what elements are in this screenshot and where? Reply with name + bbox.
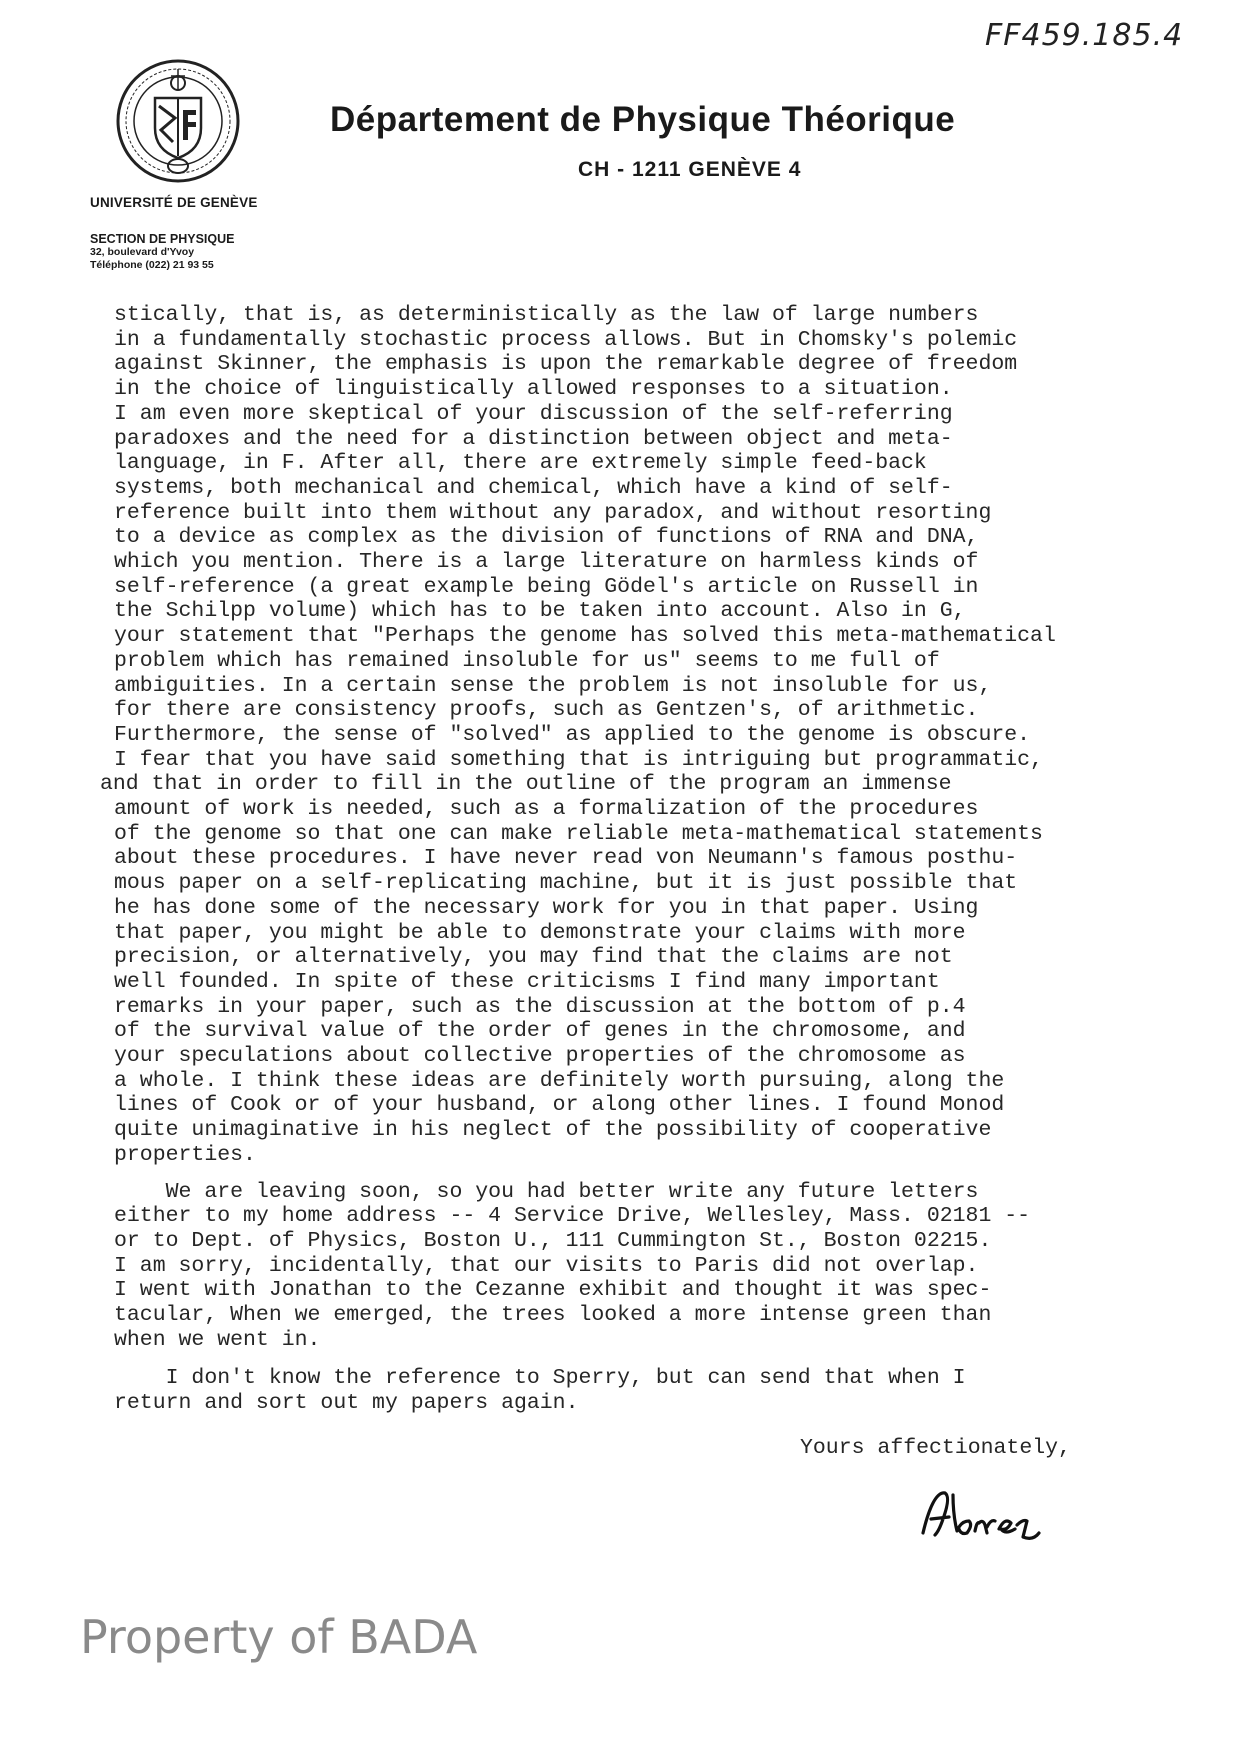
body-line: of the genome so that one can make reliable meta-mathematical statements: [114, 821, 1043, 846]
body-line: self-reference (a great example being Gödel's article on Russell in: [114, 574, 979, 599]
watermark: Property of BADA: [80, 1610, 478, 1664]
section-address-block: [90, 233, 234, 272]
body-line: We are leaving soon, so you had better write any future letters: [114, 1179, 979, 1204]
body-line: mous paper on a self-replicating machine, but it is just possible that: [114, 871, 1018, 896]
body-line: quite unimaginative in his neglect of the possibility of cooperative: [114, 1118, 992, 1143]
body-line: of the survival value of the order of genes in the chromosome, and: [114, 1019, 966, 1044]
archive-reference: FF459.185.4: [985, 18, 1184, 53]
body-line: the Schilpp volume) which has to be taken into account. Also in G,: [114, 599, 966, 624]
body-line: or to Dept. of Physics, Boston U., 111 Cummington St., Boston 02215.: [114, 1228, 992, 1253]
body-line: reference built into them without any paradox, and without resorting: [114, 500, 992, 525]
body-line: properties.: [114, 1142, 256, 1167]
body-line: I fear that you have said something that is intriguing but programmatic,: [114, 747, 1043, 772]
body-line: I am sorry, incidentally, that our visits to Paris did not overlap.: [114, 1253, 979, 1278]
body-line: that paper, you might be able to demonstrate your claims with more: [114, 920, 966, 945]
body-line: paradoxes and the need for a distinction between object and meta-: [114, 426, 953, 451]
body-line: ambiguities. In a certain sense the problem is not insoluble for us,: [114, 673, 992, 698]
body-line: problem which has remained insoluble for us" seems to me full of: [114, 648, 940, 673]
body-line: language, in F. After all, there are extremely simple feed-back: [114, 451, 927, 476]
university-seal-logo: [115, 58, 241, 184]
closing-salutation: Yours affectionately,: [800, 1436, 1071, 1460]
body-line: your speculations about collective properties of the chromosome as: [114, 1044, 966, 1068]
body-line: a whole. I think these ideas are definitely worth pursuing, along the: [114, 1068, 1005, 1093]
body-line: when we went in.: [114, 1327, 321, 1352]
body-line: stically, that is, as deterministically as the law of large numbers: [114, 303, 979, 327]
body-line: I don't know the reference to Sperry, but can send that when I: [114, 1366, 966, 1391]
body-line: for there are consistency proofs, such as Gentzen's, of arithmetic.: [114, 698, 979, 723]
handwritten-signature: [915, 1485, 1045, 1545]
section-name: SECTION DE PHYSIQUE: [90, 232, 235, 246]
body-line: I went with Jonathan to the Cezanne exhibit and thought it was spec-: [114, 1278, 992, 1303]
body-line: your statement that "Perhaps the genome has solved this meta-mathematical: [114, 624, 1056, 649]
body-line: he has done some of the necessary work for you in that paper. Using: [114, 895, 979, 920]
body-line: against Skinner, the emphasis is upon the remarkable degree of freedom: [114, 352, 1018, 377]
telephone: Téléphone (022) 21 93 55: [90, 259, 214, 271]
body-line: in the choice of linguistically allowed responses to a situation.: [114, 377, 953, 402]
body-line: which you mention. There is a large literature on harmless kinds of: [114, 550, 979, 574]
body-line: precision, or alternatively, you may find that the claims are not: [114, 945, 953, 970]
body-line: to a device as complex as the division of functions of RNA and DNA,: [114, 525, 979, 550]
body-line: well founded. In spite of these criticisms I find many important: [114, 969, 940, 994]
body-line: remarks in your paper, such as the discussion at the bottom of p.4: [114, 994, 966, 1019]
body-line: I am even more skeptical of your discussion of the self-referring: [114, 401, 953, 426]
body-line: amount of work is needed, such as a formalization of the procedures: [114, 797, 979, 821]
body-line: in a fundamentally stochastic process allows. But in Chomsky's polemic: [114, 327, 1018, 352]
body-line: tacular, When we emerged, the trees looked a more intense green than: [114, 1303, 992, 1327]
body-line: about these procedures. I have never read von Neumann's famous posthu-: [114, 846, 1018, 871]
body-line: Furthermore, the sense of "solved" as applied to the genome is obscure.: [114, 722, 1031, 747]
body-line: either to my home address -- 4 Service Drive, Wellesley, Mass. 02181 --: [114, 1204, 1031, 1229]
department-title: Département de Physique Théorique: [330, 100, 956, 139]
body-line: systems, both mechanical and chemical, which have a kind of self-: [114, 475, 953, 500]
body-line: return and sort out my papers again.: [114, 1391, 579, 1416]
department-city: CH - 1211 GENÈVE 4: [578, 158, 802, 181]
street-address: 32, boulevard d'Yvoy: [90, 246, 195, 258]
body-line: and that in order to fill in the outline of the program an immense: [100, 772, 952, 797]
university-name: UNIVERSITÉ DE GENÈVE: [90, 195, 258, 210]
body-line: lines of Cook or of your husband, or along other lines. I found Monod: [114, 1093, 1005, 1118]
